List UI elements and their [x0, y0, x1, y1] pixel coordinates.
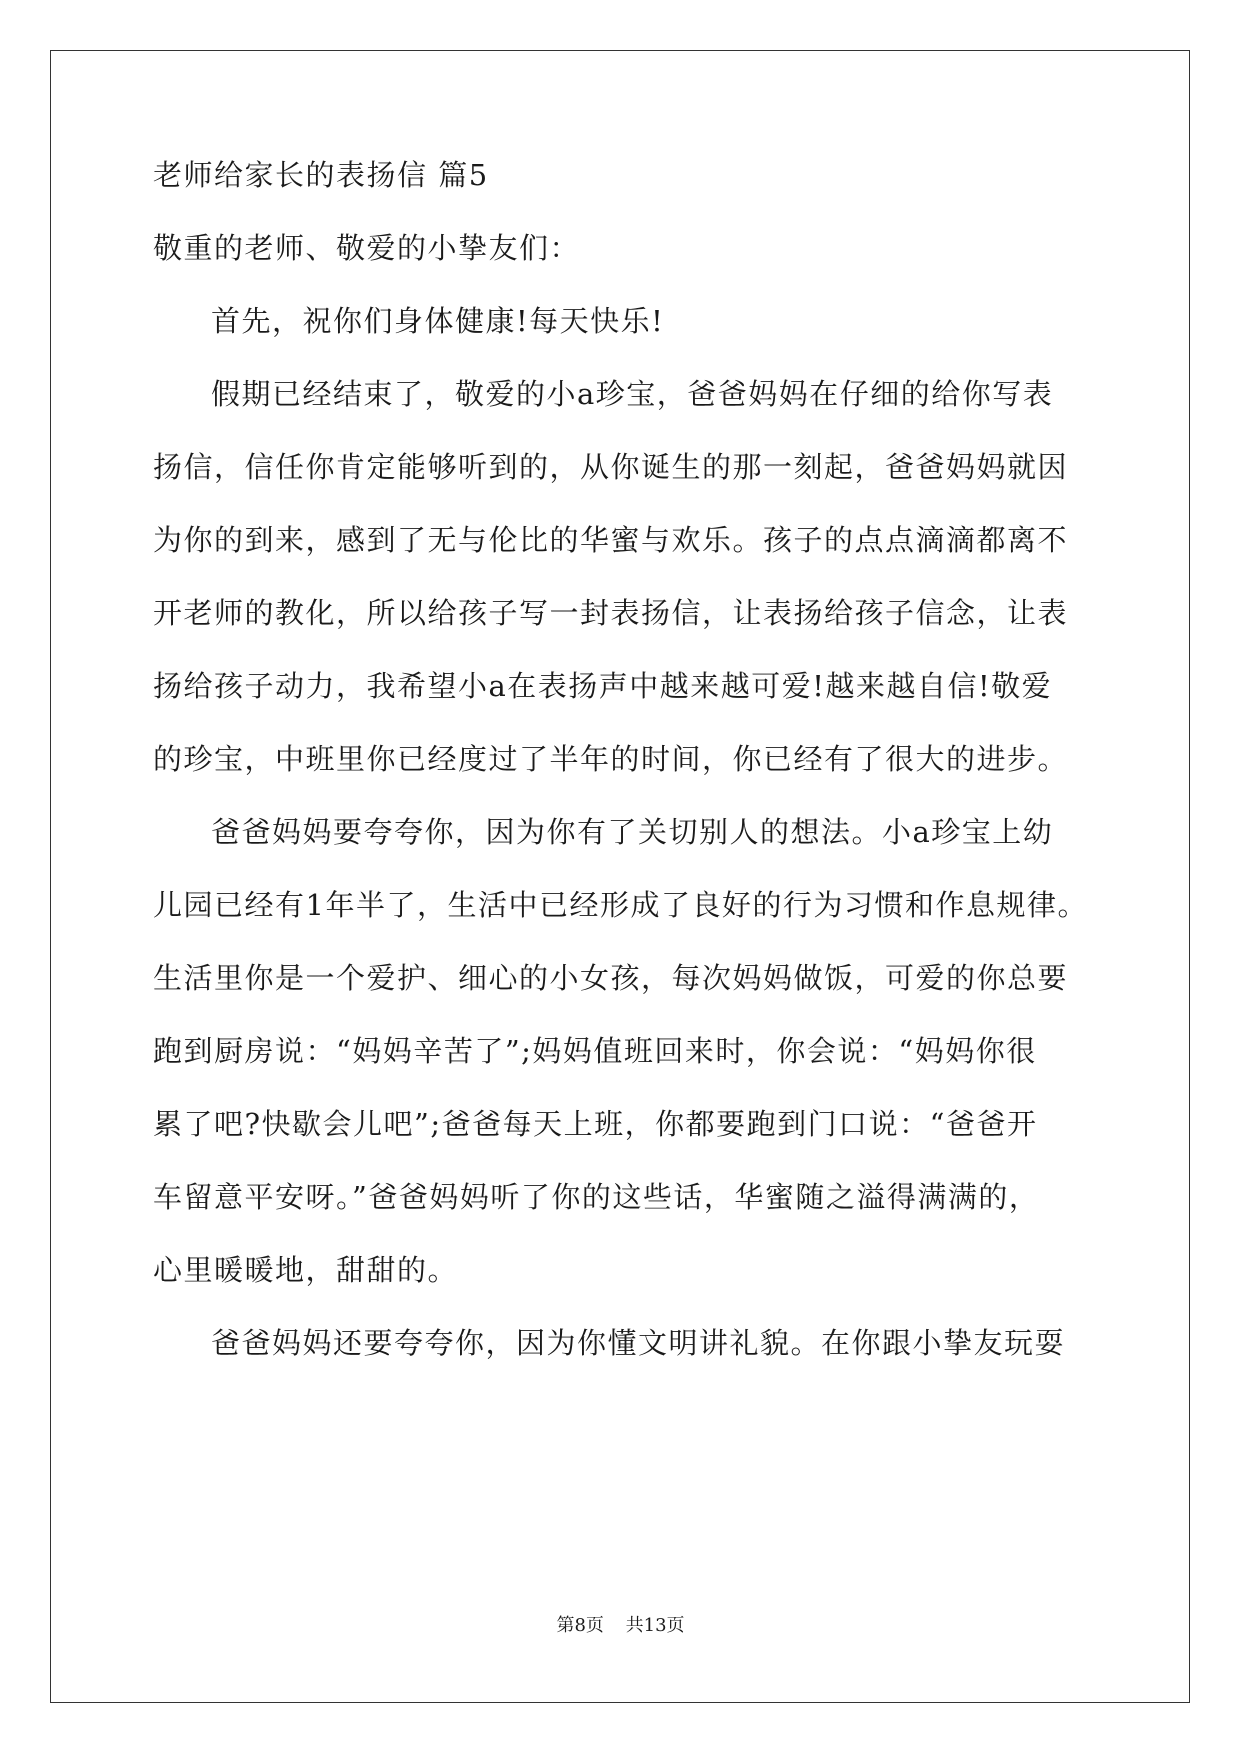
- paragraph-line: 的珍宝，中班里你已经度过了半年的时间，你已经有了很大的进步。: [153, 742, 1069, 776]
- page-total: 共13页: [625, 1615, 685, 1636]
- paragraph-line: 心里暖暖地，甜甜的。: [153, 1253, 459, 1287]
- salutation: 敬重的老师、敬爱的小挚友们：: [153, 231, 581, 265]
- page-border: [50, 50, 1190, 1703]
- paragraph-line: 车留意平安呀。”爸爸妈妈听了你的这些话，华蜜随之溢得满满的，: [153, 1180, 1040, 1214]
- document-title: 老师给家长的表扬信 篇5: [153, 158, 489, 192]
- paragraph-line: 扬信，信任你肯定能够听到的，从你诞生的那一刻起，爸爸妈妈就因: [153, 450, 1069, 484]
- paragraph-line: 开老师的教化，所以给孩子写一封表扬信，让表扬给孩子信念，让表: [153, 596, 1069, 630]
- paragraph-line: 儿园已经有1年半了，生活中已经形成了良好的行为习惯和作息规律。: [153, 888, 1088, 922]
- page-number: 第8页: [556, 1615, 604, 1636]
- paragraph-line: 假期已经结束了，敬爱的小a珍宝，爸爸妈妈在仔细的给你写表: [211, 377, 1054, 411]
- paragraph-line: 生活里你是一个爱护、细心的小女孩，每次妈妈做饭，可爱的你总要: [153, 961, 1069, 995]
- paragraph-line: 爸爸妈妈还要夸夸你，因为你懂文明讲礼貌。在你跟小挚友玩耍: [211, 1326, 1066, 1360]
- paragraph-line: 爸爸妈妈要夸夸你，因为你有了关切别人的想法。小a珍宝上幼: [211, 815, 1054, 849]
- paragraph-line: 首先，祝你们身体健康!每天快乐!: [211, 304, 665, 338]
- paragraph-line: 扬给孩子动力，我希望小a在表扬声中越来越可爱!越来越自信!敬爱: [153, 669, 1053, 703]
- paragraph-line: 跑到厨房说：“妈妈辛苦了”;妈妈值班回来时，你会说：“妈妈你很: [153, 1034, 1037, 1068]
- paragraph-line: 为你的到来，感到了无与伦比的华蜜与欢乐。孩子的点点滴滴都离不: [153, 523, 1069, 557]
- paragraph-line: 累了吧?快歇会儿吧”;爸爸每天上班，你都要跑到门口说：“爸爸开: [153, 1107, 1038, 1141]
- page-footer: [0, 1614, 1241, 1638]
